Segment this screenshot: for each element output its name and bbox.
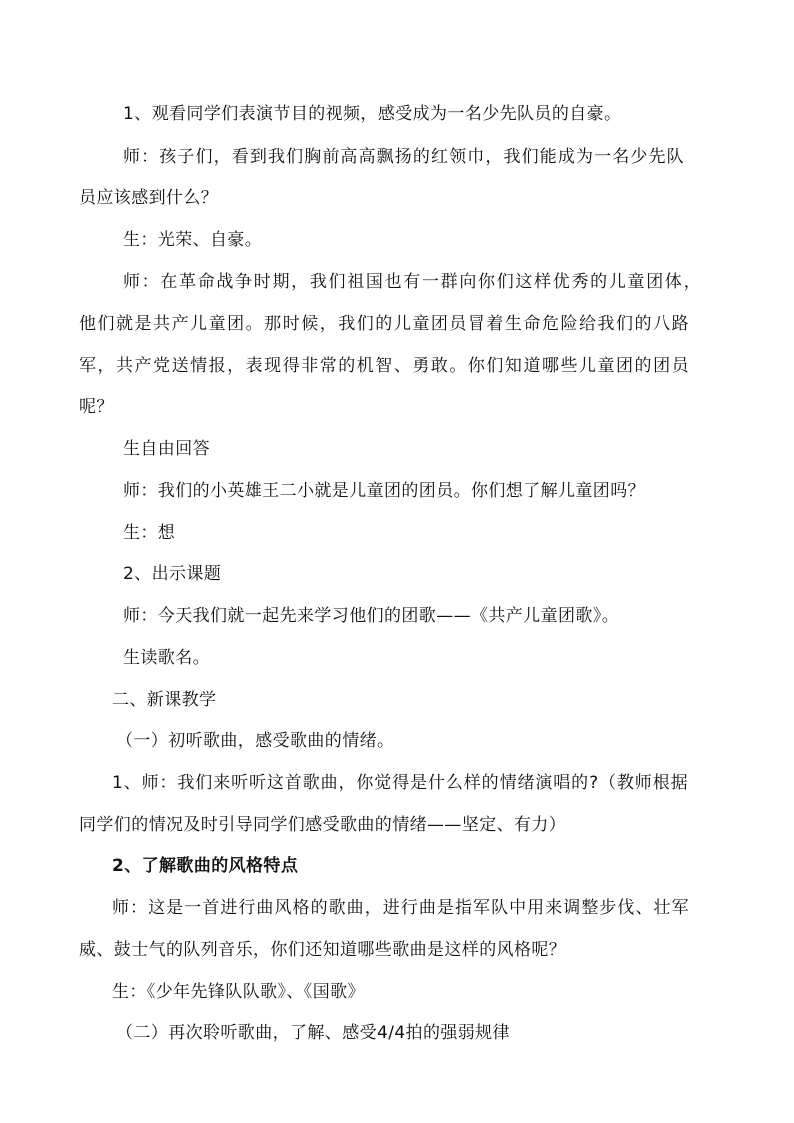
text-line-2: 师：孩子们，看到我们胸前高高飘扬的红领巾，我们能成为一名少先队 xyxy=(123,147,684,167)
text-line-8: 呢？ xyxy=(79,397,114,417)
text-line-12: 2、出示课题 xyxy=(123,564,222,584)
section-heading-new-lesson: 二、新课教学 xyxy=(112,690,217,710)
text-line-4: 生：光荣、自豪。 xyxy=(123,230,263,250)
subsection-second-listen: （二）再次聆听歌曲，了解、感受4/4拍的强弱规律 xyxy=(116,1023,510,1043)
text-line-6: 他们就是共产儿童团。那时候，我们的儿童团员冒着生命危险给我们的八路 xyxy=(79,314,689,334)
text-line-20: 师：这是一首进行曲风格的歌曲，进行曲是指军队中用来调整步伐、壮军 xyxy=(112,898,689,918)
text-line-1: 1、观看同学们表演节目的视频，感受成为一名少先队员的自豪。 xyxy=(123,104,622,124)
text-line-5: 师：在革命战争时期，我们祖国也有一群向你们这样优秀的儿童团体， xyxy=(123,272,701,292)
text-line-22: 生：《少年先锋队队歌》、《国歌》 xyxy=(112,982,365,1002)
text-line-11: 生：想 xyxy=(123,523,176,543)
text-line-9: 生自由回答 xyxy=(123,439,210,459)
subsection-style-features: 2、了解歌曲的风格特点 xyxy=(112,856,299,876)
text-line-7: 军，共产党送情报，表现得非常的机智、勇敢。你们知道哪些儿童团的团员 xyxy=(79,356,689,376)
subsection-first-listen: （一）初听歌曲，感受歌曲的情绪。 xyxy=(116,731,395,751)
text-line-21: 威、鼓士气的队列音乐，你们还知道哪些歌曲是这样的风格呢？ xyxy=(79,940,567,960)
text-line-13: 师：今天我们就一起先来学习他们的团歌——《共产儿童团歌》。 xyxy=(123,606,620,626)
text-line-3: 员应该感到什么？ xyxy=(79,188,219,208)
text-line-18: 同学们的情况及时引导同学们感受歌曲的情绪——坚定、有力） xyxy=(79,815,567,835)
text-line-10: 师：我们的小英雄王二小就是儿童团的团员。你们想了解儿童团吗？ xyxy=(123,481,645,501)
text-line-14: 生读歌名。 xyxy=(123,648,210,668)
text-line-17: 1、师：我们来听听这首歌曲，你觉得是什么样的情绪演唱的?（教师根据 xyxy=(112,773,688,793)
